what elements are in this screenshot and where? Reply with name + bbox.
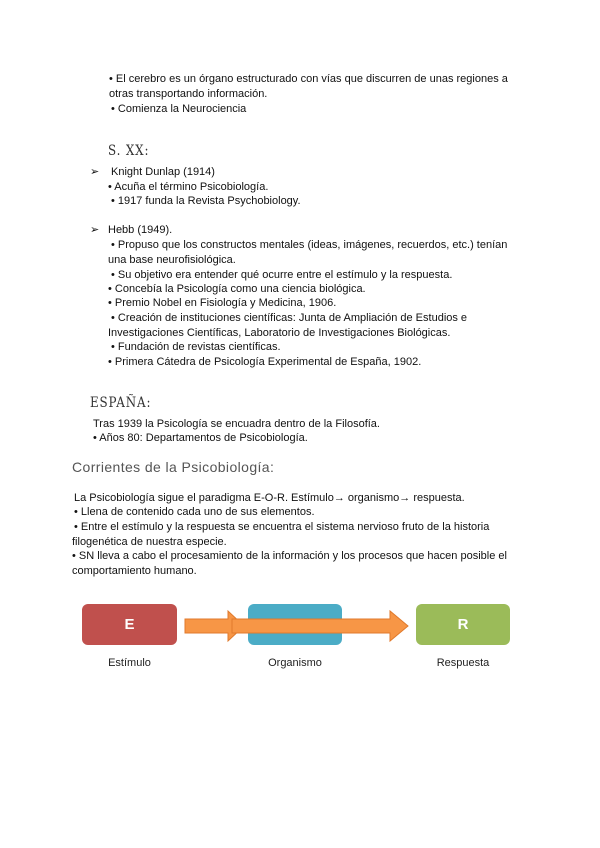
corrientes-line-6: comportamiento humano. [72,565,197,577]
respuesta-box-label: R [457,616,469,633]
sxx-heading: S. XX: [108,143,150,159]
intro-bullet-1-line-2: otras transportando información. [109,88,268,100]
hebb-bullet-6: • Fundación de revistas científicas. [111,341,281,353]
hebb-bullet-1-line-2: una base neurofisiológica. [108,254,236,266]
corrientes-line-1: La Psicobiología sigue el paradigma E-O-R. Estímulo→ organismo→ respuesta. [74,492,465,504]
hebb-bullet-1-line-1: • Propuso que los constructos mentales (ideas, imágenes, recuerdos, etc.) tenían [111,239,508,251]
dunlap-title: Knight Dunlap (1914) [111,166,215,178]
estimulo-box-label: E [124,616,135,633]
corrientes-line-5: • SN lleva a cabo el procesamiento de la información y los procesos que hacen posible el [72,550,507,562]
corrientes-line-4: filogenética de nuestra especie. [72,536,227,548]
hebb-bullet-3: • Concebía la Psicología como una ciencia biológica. [108,283,366,295]
hebb-title: Hebb (1949). [108,224,173,236]
hebb-bullet-2: • Su objetivo era entender qué ocurre entre el estímulo y la respuesta. [111,269,453,281]
hebb-bullet-4: • Premio Nobel en Fisiología y Medicina, 1906. [108,297,337,309]
hebb-bullet-7: • Primera Cátedra de Psicología Experimental de España, 1902. [108,356,422,368]
corrientes-line-2: • Llena de contenido cada uno de sus elementos. [74,506,315,518]
respuesta-caption: Respuesta [436,657,490,669]
espana-heading: ESPAÑA: [90,395,152,411]
hebb-bullet-5-line-1: • Creación de instituciones científicas: Junta de Ampliación de Estudios e [111,312,468,324]
arrow-through-o [232,611,408,641]
espana-line-2: • Años 80: Departamentos de Psicobiología. [93,432,308,444]
dunlap-bullet-2: • 1917 funda la Revista Psychobiology. [111,195,301,207]
intro-bullet-2: • Comienza la Neurociencia [111,103,247,115]
intro-bullet-1-line-1: • El cerebro es un órgano estructurado con vías que discurren de unas regiones a [109,73,508,85]
corrientes-line-3: • Entre el estímulo y la respuesta se encuentra el sistema nervioso fruto de la historia [74,521,490,533]
corrientes-title: Corrientes de la Psicobiología: [72,459,275,475]
estimulo-caption: Estímulo [108,657,151,669]
arrow-bullet-icon: ➢ [90,166,100,178]
espana-line-1: Tras 1939 la Psicología se encuadra dentro de la Filosofía. [93,418,380,430]
organismo-caption: Organismo [268,657,322,669]
arrow-bullet-icon: ➢ [90,224,100,236]
hebb-bullet-5-line-2: Investigaciones Científicas, Laboratorio de Investigaciones Biológicas. [108,327,451,339]
dunlap-bullet-1: • Acuña el término Psicobiología. [108,181,269,193]
